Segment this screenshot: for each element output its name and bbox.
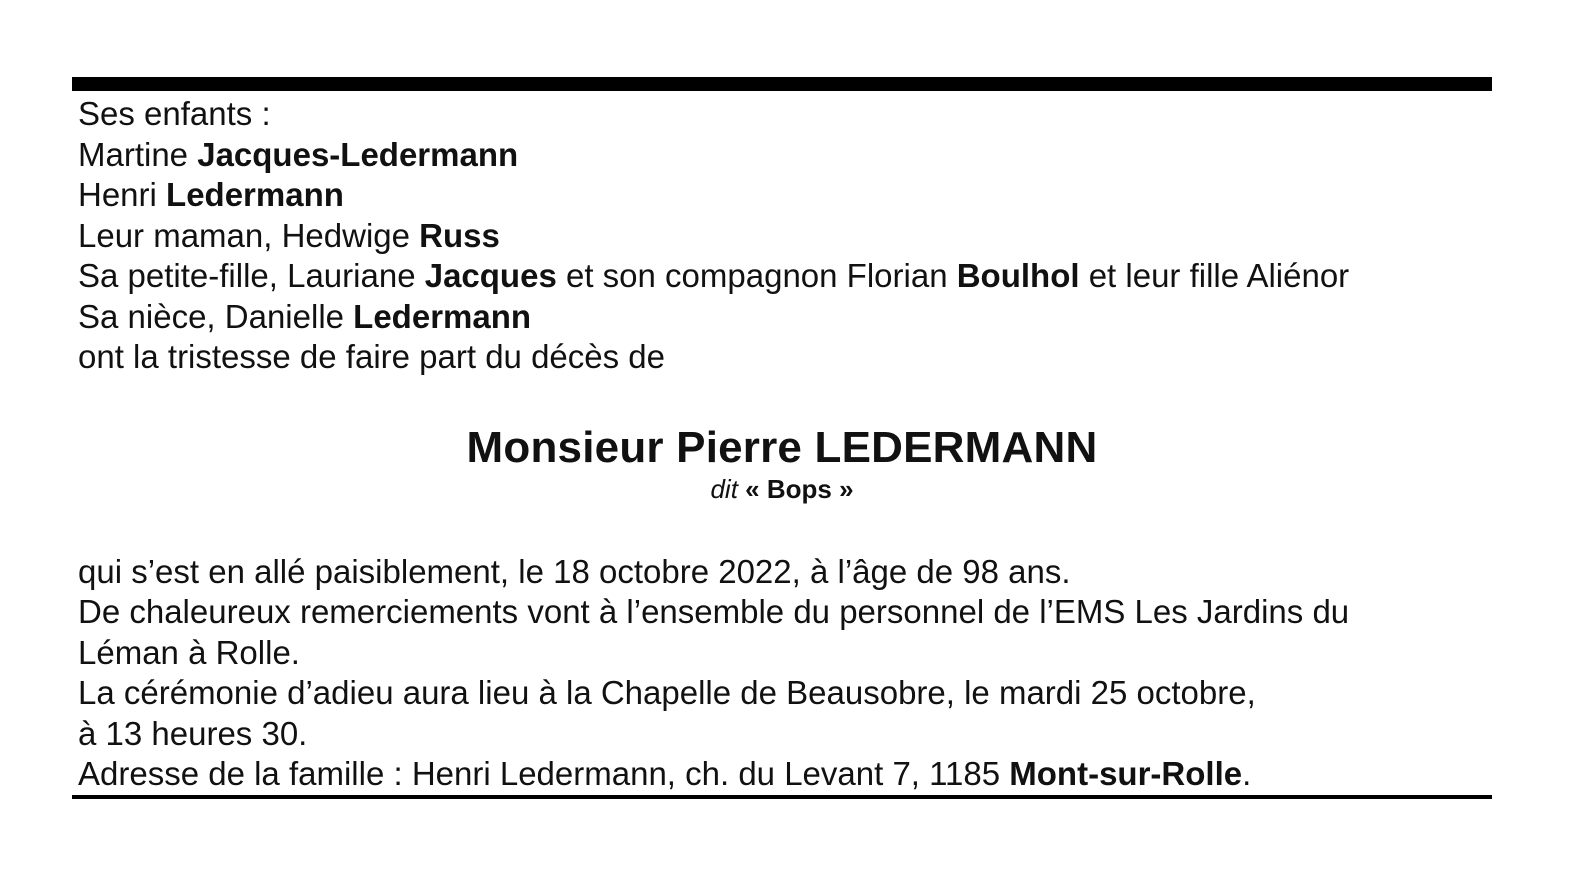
- family-list: [72, 91, 1492, 378]
- top-rule: [72, 77, 1492, 91]
- granddaughter-line: Sa petite-fille, Lauriane Jacques et son compagnon Florian Boulhol et leur fille Aliénor: [78, 257, 1350, 294]
- child-1: Martine Jacques-Ledermann: [78, 135, 519, 173]
- ceremony-line-1: La cérémonie d’adieu aura lieu à la Chapelle de Beausobre, le mardi 25 octobre,: [78, 674, 1256, 711]
- thanks-line-1: De chaleureux remerciements vont à l’ensemble du personnel de l’EMS Les Jardins du: [78, 593, 1350, 630]
- notice-details: [72, 552, 1492, 795]
- mother-line: Leur maman, Hedwige Russ: [78, 216, 500, 254]
- bottom-rule: [72, 795, 1492, 799]
- ceremony-line-2: à 13 heures 30.: [78, 714, 308, 752]
- deceased-header: [72, 423, 1492, 504]
- passing-line: qui s’est en allé paisiblement, le 18 octobre 2022, à l’âge de 98 ans.: [78, 552, 1071, 590]
- announcement-line: ont la tristesse de faire part du décès de: [78, 338, 666, 375]
- deceased-name: Monsieur Pierre LEDERMANN: [466, 422, 1098, 472]
- thanks-line-2: Léman à Rolle.: [78, 633, 300, 671]
- child-2: Henri Ledermann: [78, 176, 344, 213]
- death-notice: [72, 77, 1492, 799]
- deceased-nickname: dit « Bops »: [710, 473, 854, 504]
- children-heading: Ses enfants :: [78, 95, 271, 132]
- address-line: Adresse de la famille : Henri Ledermann, ch. du Levant 7, 1185 Mont-sur-Rolle.: [78, 755, 1252, 792]
- niece-line: Sa nièce, Danielle Ledermann: [78, 297, 532, 335]
